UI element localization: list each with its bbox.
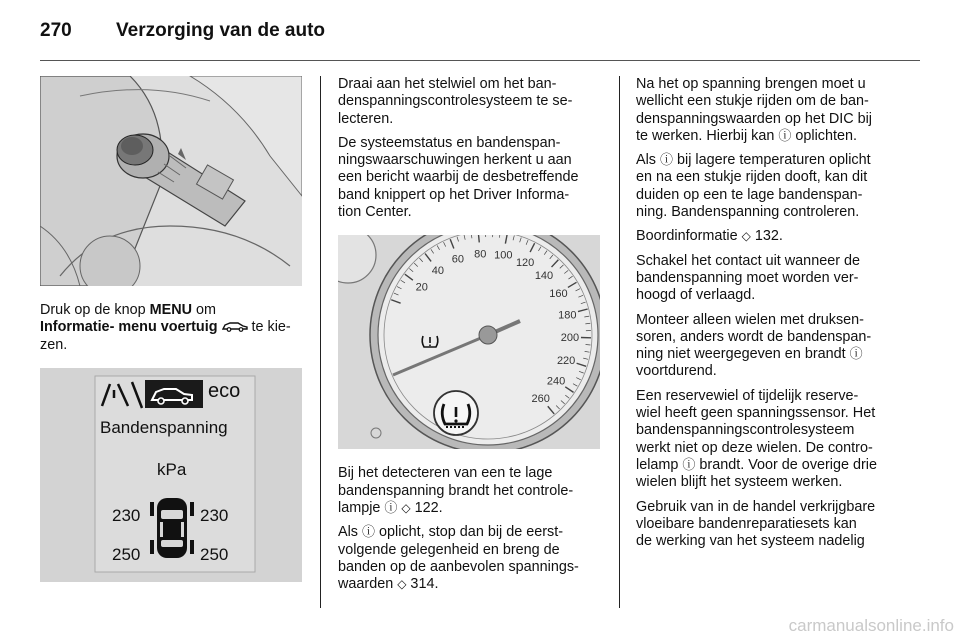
column-3 (636, 76, 908, 557)
speedo-number: 260 (531, 393, 550, 406)
page-reference-arrow-icon: ◇ (401, 500, 411, 515)
speedo-number: 60 (451, 254, 465, 267)
paragraph-board-info-ref: Boordinformatie ◇ 132. (636, 228, 783, 245)
dic-eco-label: eco (208, 379, 241, 402)
speedo-number: 240 (546, 376, 566, 389)
dic-tire-pressure-display (40, 368, 302, 582)
page-reference-arrow-icon: ◇ (397, 577, 407, 592)
page-reference-arrow-icon: ◇ (741, 229, 751, 244)
tire-rear-right-value: 250 (200, 544, 229, 564)
tpms-warning-icon: ⓘ (682, 457, 696, 473)
tpms-warning-icon: ⓘ (778, 128, 792, 144)
page-title: Verzorging van de auto (116, 20, 326, 41)
speedo-number: 160 (549, 288, 568, 301)
speedo-number: 100 (494, 249, 513, 262)
speedo-number: 40 (431, 265, 444, 278)
paragraph-stop-and-inflate: Als ⓘ oplicht, stop dan bij de eerst- volgende gelegenheid en breng de banden op de aanbevolen spannings- waarden ◇ 314. (338, 524, 579, 593)
dic-title: Bandenspanning (100, 417, 228, 437)
page-header (40, 14, 920, 54)
speedo-number: 140 (534, 270, 554, 283)
turn-signal-lever-illustration (40, 76, 302, 286)
vehicle-info-menu-label: Informatie- menu voertuig (40, 319, 218, 336)
tpms-warning-icon: ⓘ (384, 500, 398, 516)
paragraph-spare-wheel: Een reservewiel of tijdelijk reserve- wiel heeft geen spanningssensor. Het bandenspanningscontrolesysteem werkt niet op deze wielen. De contro- lelamp ⓘ brandt. Voor de overige drie wielen blijft het systeem werken. (636, 387, 878, 491)
column-divider-1 (320, 76, 321, 608)
column-divider-2 (619, 76, 620, 608)
speedo-number: 200 (560, 332, 580, 345)
watermark: carmanualsonline.info (788, 616, 954, 635)
tpms-warning-icon: ⓘ (849, 347, 863, 363)
tpms-warning-icon: ⓘ (362, 525, 376, 541)
paragraph-low-pressure-detect: Bij het detecteren van een te lage bandenspanning brandt het controle- lampje ⓘ ◇ 122. (338, 465, 574, 516)
paragraph-select-tpms: Draai aan het stelwiel om het ban- denspanningscontrolesysteem te se- lecteren. (338, 76, 573, 127)
dic-unit: kPa (157, 459, 187, 479)
paragraph-system-status: De systeemstatus en bandenspan- ningswaarschuwingen herkent u aan een bericht waarbij de desbetreffende band knippert op het Driver Informa- tion Center. (338, 134, 579, 221)
speedo-number: 220 (556, 355, 576, 368)
header-divider (40, 60, 920, 61)
paragraph-ignition-off: Schakel het contact uit wanneer de bandenspanning moet worden ver- hoogd of verlaagd. (636, 252, 860, 304)
paragraph-repair-kits: Gebruik van in de handel verkrijgbare vloeibare bandenreparatiesets kan de werking van het systeem nadelig (636, 498, 876, 550)
paragraph-low-temperature: Als ⓘ bij lagere temperaturen oplicht en na een stukje rijden dooft, kan dit duiden op een te lage bandenspan- ning. Bandenspanning controleren. (636, 152, 871, 221)
speedo-number: 80 (474, 248, 487, 261)
car-top-view-icon (147, 496, 197, 560)
speedo-tick (478, 235, 479, 242)
speedo-number: 180 (558, 309, 577, 322)
vehicle-info-icon (222, 320, 248, 332)
tpms-warning-icon: ⓘ (660, 153, 674, 169)
tire-rear-left-value: 250 (112, 544, 141, 564)
column-1 (40, 76, 302, 582)
page-number: 270 (40, 20, 72, 41)
menu-button-label: MENU (149, 302, 192, 318)
tire-front-left-value: 230 (112, 505, 141, 525)
column-2 (338, 76, 600, 600)
speedometer-illustration (338, 235, 600, 449)
paragraph-after-inflating: Na het op spanning brengen moet u wellicht een stukje rijden om de ban- denspanningswaarden op het DIC bij te werken. Hierbij kan ⓘ oplichten. (636, 76, 873, 144)
speedo-number: 120 (515, 257, 535, 270)
tire-front-right-value: 230 (200, 505, 229, 525)
paragraph-select-vehicle-menu: Druk op de knop MENU om Informatie- menu voertuig te kie- zen. (40, 302, 291, 353)
paragraph-sensor-wheels: Monteer alleen wielen met druksen- soren, anders wordt de bandenspan- ning niet weergegeven en brandt ⓘ voortdurend. (636, 311, 872, 380)
speedo-number: 20 (415, 281, 428, 294)
